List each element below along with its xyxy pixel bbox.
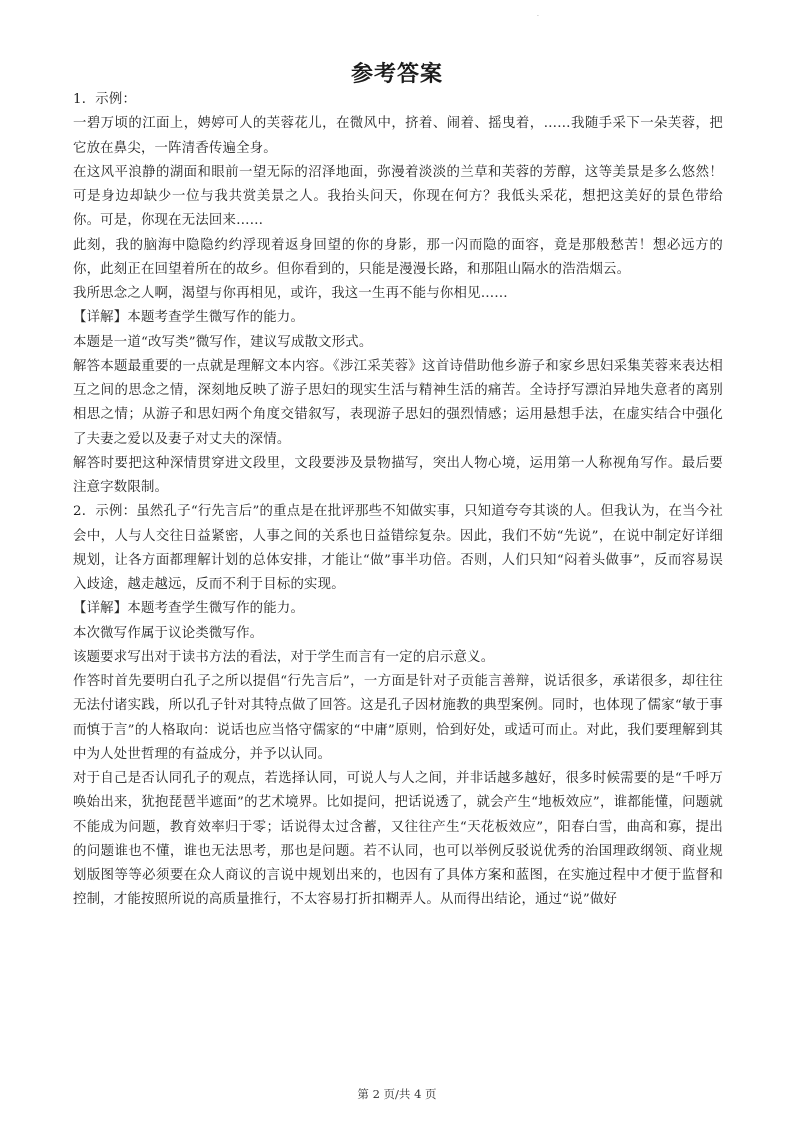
paragraph: 【详解】本题考查学生微写作的能力。 (73, 310, 305, 326)
paragraph: 一碧万顷的江面上，娉婷可人的芙蓉花儿，在微风中，挤着、闹着、摇曳着，……我随手采下一朵芙蓉，把它放在鼻尖，一阵清香传遍全身。 (73, 116, 723, 156)
paragraph: 我所思念之人啊，渴望与你再相见，或许，我这一生再不能与你相见…… (73, 286, 508, 301)
paragraph: 本次微写作属于议论类微写作。 (73, 625, 264, 641)
paragraph: 作答时首先要明白孔子之所以提倡“行先言后”，一方面是针对子贡能言善辩，说话很多，承诺很多，却往往无法付诸实践，所以孔子针对其特点做了回答。这是孔子因材施教的典型案例。同时，也体现了儒家“敏于事而慎于言”的人格取向：说话也应当恪守儒家的“中庸”原则，恰到好处，或适可而止。对此，我们要理解到其中为人处世哲理的有益成分，并予以认同。 (73, 674, 723, 762)
paragraph: 该题要求写出对于读书方法的看法，对于学生而言有一定的启示意义。 (73, 649, 495, 665)
paragraph: 在这风平浪静的湖面和眼前一望无际的沼泽地面，弥漫着淡淡的兰草和芙蓉的芳醇，这等美景是多么悠然！可是身边却缺少一位与我共赏美景之人。我抬头问天，你现在何方？我低头采花，想把这美好的景色带给你。可是，你现在无法回来…… (73, 164, 723, 229)
paragraph: 【详解】本题考查学生微写作的能力。 (73, 601, 305, 617)
answer-content (73, 88, 723, 913)
paragraph: 对于自己是否认同孔子的观点，若选择认同，可说人与人之间，并非话越多越好，很多时候需要的是“千呼万唤始出来，犹抱琵琶半遮面”的艺术境界。比如提问，把话说透了，就会产生“地板效应”，谁都能懂，问题就不能成为问题，教育效率归于零；话说得太过含蓄，又往往产生“天花板效应”，阳春白雪，曲高和寡，提出的问题谁也不懂，谁也无法思考，那也是问题。若不认同，也可以举例反驳说优秀的治国理政纲领、商业规划版图等等必须要在众人商议的言说中规划出来的，也因有了具体方案和蓝图，在实施过程中才便于监督和控制，才能按照所说的高质量推行，不太容易打折扣糊弄人。从而得出结论，通过“说”做好 (73, 771, 723, 908)
paragraph: 此刻，我的脑海中隐隐约约浮现着返身回望的你的身影，那一闪而隐的面容，竟是那般愁苦！想必远方的你，此刻正在回望着所在的故乡。但你看到的，只能是漫漫长路，和那阻山隔水的浩浩烟云。 (73, 237, 723, 277)
page-number-footer: 第 2 页/共 4 页 (357, 1087, 437, 1101)
paragraph: 解答时要把这种深情贯穿进文段里，文段要涉及景物描写，突出人物心境，运用第一人称视角写作。最后要注意字数限制。 (73, 455, 723, 495)
paragraph: 2．示例：虽然孔子“行先言后”的重点是在批评那些不知做实事，只知道夸夸其谈的人。但我认为，在当今社会中，人与人交往日益紧密，人事之间的关系也日益错综复杂。因此，我们不妨“先说”，在说中制定好详细规划，让各方面都理解计划的总体安排，才能让“做”事半功倍。否则，人们只知“闷着头做事”，反而容易误入歧途，越走越远，反而不利于目标的实现。 (73, 504, 723, 592)
paragraph: 本题是一道“改写类”微写作，建议写成散文形式。 (73, 334, 373, 350)
decorative-dot: · (537, 13, 539, 20)
paragraph: 解答本题最重要的一点就是理解文本内容。《涉江采芙蓉》这首诗借助他乡游子和家乡思妇采集芙蓉来表达相互之间的思念之情，深刻地反映了游子思妇的现实生活与精神生活的痛苦。全诗抒写漂泊异地失意者的离别相思之情；从游子和思妇两个角度交错叙写，表现游子思妇的强烈情感；运用悬想手法，在虚实结合中强化了夫妻之爱以及妻子对丈夫的深情。 (73, 358, 723, 447)
paragraph: 1．示例： (73, 92, 137, 107)
page-title: 参考答案 (350, 62, 443, 87)
